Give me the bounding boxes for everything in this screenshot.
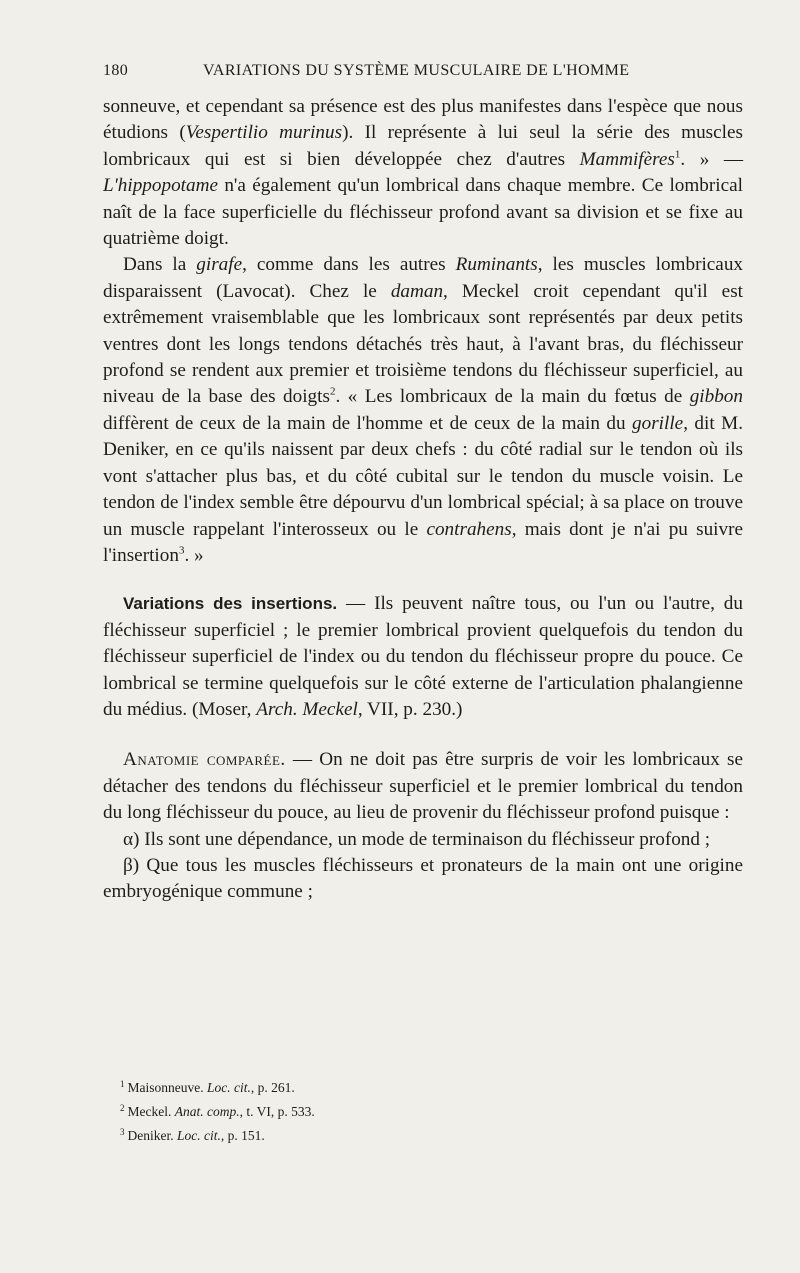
body-text <box>103 94 743 906</box>
text-run: . » <box>184 544 204 566</box>
text-run: Maisonneuve. <box>127 1080 207 1095</box>
paragraph-1 <box>103 94 743 252</box>
text-run: Deniker. <box>127 1128 177 1143</box>
text-run: Dans la <box>123 254 197 276</box>
footnote <box>120 1100 740 1124</box>
paragraph-5 <box>103 827 743 853</box>
footnote-mark: 1 <box>120 1078 125 1089</box>
paragraph-3 <box>103 591 743 723</box>
text-run: , mais dont je n'ai pu suivre l'insertion <box>103 518 743 566</box>
text-run: , dit M. Deniker, en ce qu'ils naissent par deux chefs : du côté radial sur le tendon où ils vont s'attacher plus bas, et du côté cubital sur le tendon du muscle voisin. Le tendon de l'index semble être dépourvu d'un lombrical spécial; à sa place on trouve un muscle rappelant l'interosseux ou le <box>103 412 743 540</box>
page-header <box>103 62 743 88</box>
text-run: , p. 151. <box>220 1128 265 1143</box>
italic-run: Arch. Meckel <box>256 698 358 720</box>
text-run: diffèrent de ceux de la main de l'homme et de ceux de la main du <box>103 412 633 434</box>
italic-run: contrahens <box>426 518 512 540</box>
section-heading: Anatomie comparée. <box>123 749 286 771</box>
text-run: sonneuve, et cependant sa présence est des plus manifestes dans l'espèce que nous étudions ( <box>103 96 743 144</box>
footnote-mark: 3 <box>120 1126 125 1137</box>
text-run: , VII, p. 230.) <box>357 698 463 720</box>
text-run: , p. 261. <box>250 1080 295 1095</box>
text-run: , les muscles lombricaux disparaissent (Lavocat). Chez le <box>103 254 744 302</box>
text-run: , t. VI, p. 533. <box>239 1104 315 1119</box>
page-number: 180 <box>103 62 129 79</box>
footnote-ref: 1 <box>674 148 681 161</box>
italic-run: daman <box>390 280 444 302</box>
text-run: , Meckel croit cependant qu'il est extrêmement vraisemblable que les lombricaux sont représentés par deux petits ventres dont les longs tendons détachés très haut, à l'avant bras, du fléchisseur profond se rendent aux premier et troisième tendons du fléchisseur superficiel, au niveau de la base des doigts <box>103 280 744 408</box>
text-run: — On ne doit pas être surpris de voir les lombricaux se détacher des tendons du fléchisseur superficiel et le premier lombrical du tendon du long fléchisseur du pouce, au lieu de provenir du fléchisseur profond puisque : <box>103 749 744 824</box>
section-heading: Variations des insertions. <box>123 594 338 614</box>
text-run: β) Que tous les muscles fléchisseurs et pronateurs de la main ont une origine embryogénique commune ; <box>103 854 743 903</box>
footnote <box>120 1124 740 1148</box>
text-run: n'a également qu'un lombrical dans chaque membre. Ce lombrical naît de la face superficielle du fléchisseur profond avant sa division et se fixe au quatrième doigt. <box>103 175 743 250</box>
italic-run: Anat. comp. <box>174 1104 240 1119</box>
text-run: . » — <box>680 148 744 170</box>
text-run: . « Les lombricaux de la main du fœtus de <box>335 386 690 408</box>
footnotes <box>120 1076 740 1148</box>
paragraph-4 <box>103 747 743 826</box>
italic-run: Mammifères <box>579 148 675 170</box>
text-run: α) Ils sont une dépendance, un mode de terminaison du fléchisseur profond ; <box>123 828 711 850</box>
footnote <box>120 1076 740 1100</box>
text-run: — Ils peuvent naître tous, ou l'un ou l'autre, du fléchisseur superficiel ; le premier lombrical provient quelquefois du tendon du fléchisseur superficiel de l'index ou du tendon du fléchisseur propre du pouce. Ce lombrical se termine quelquefois sur le côté externe de l'articulation phalangienne du médius. (Moser, <box>103 593 743 720</box>
italic-run: girafe <box>196 254 243 276</box>
text-run: ). Il représente à lui seul la série des muscles lombricaux qui est si bien développée chez d'autres <box>103 122 743 170</box>
footnote-ref: 3 <box>178 544 185 557</box>
italic-run: Loc. cit. <box>177 1128 221 1143</box>
running-head: VARIATIONS DU SYSTÈME MUSCULAIRE DE L'HOMME <box>203 62 630 79</box>
italic-run: gorille <box>632 412 684 434</box>
text-run: Meckel. <box>127 1104 175 1119</box>
text-run: , comme dans les autres <box>242 254 456 276</box>
footnote-ref: 2 <box>329 386 336 399</box>
italic-run: Ruminants <box>455 254 538 276</box>
paragraph-6 <box>103 853 743 906</box>
italic-run: L'hippopotame <box>103 175 218 197</box>
italic-run: Vespertilio murinus <box>185 122 343 144</box>
italic-run: Loc. cit. <box>206 1080 251 1095</box>
paragraph-2 <box>103 252 743 569</box>
italic-run: gibbon <box>689 386 743 408</box>
footnote-mark: 2 <box>120 1102 125 1113</box>
